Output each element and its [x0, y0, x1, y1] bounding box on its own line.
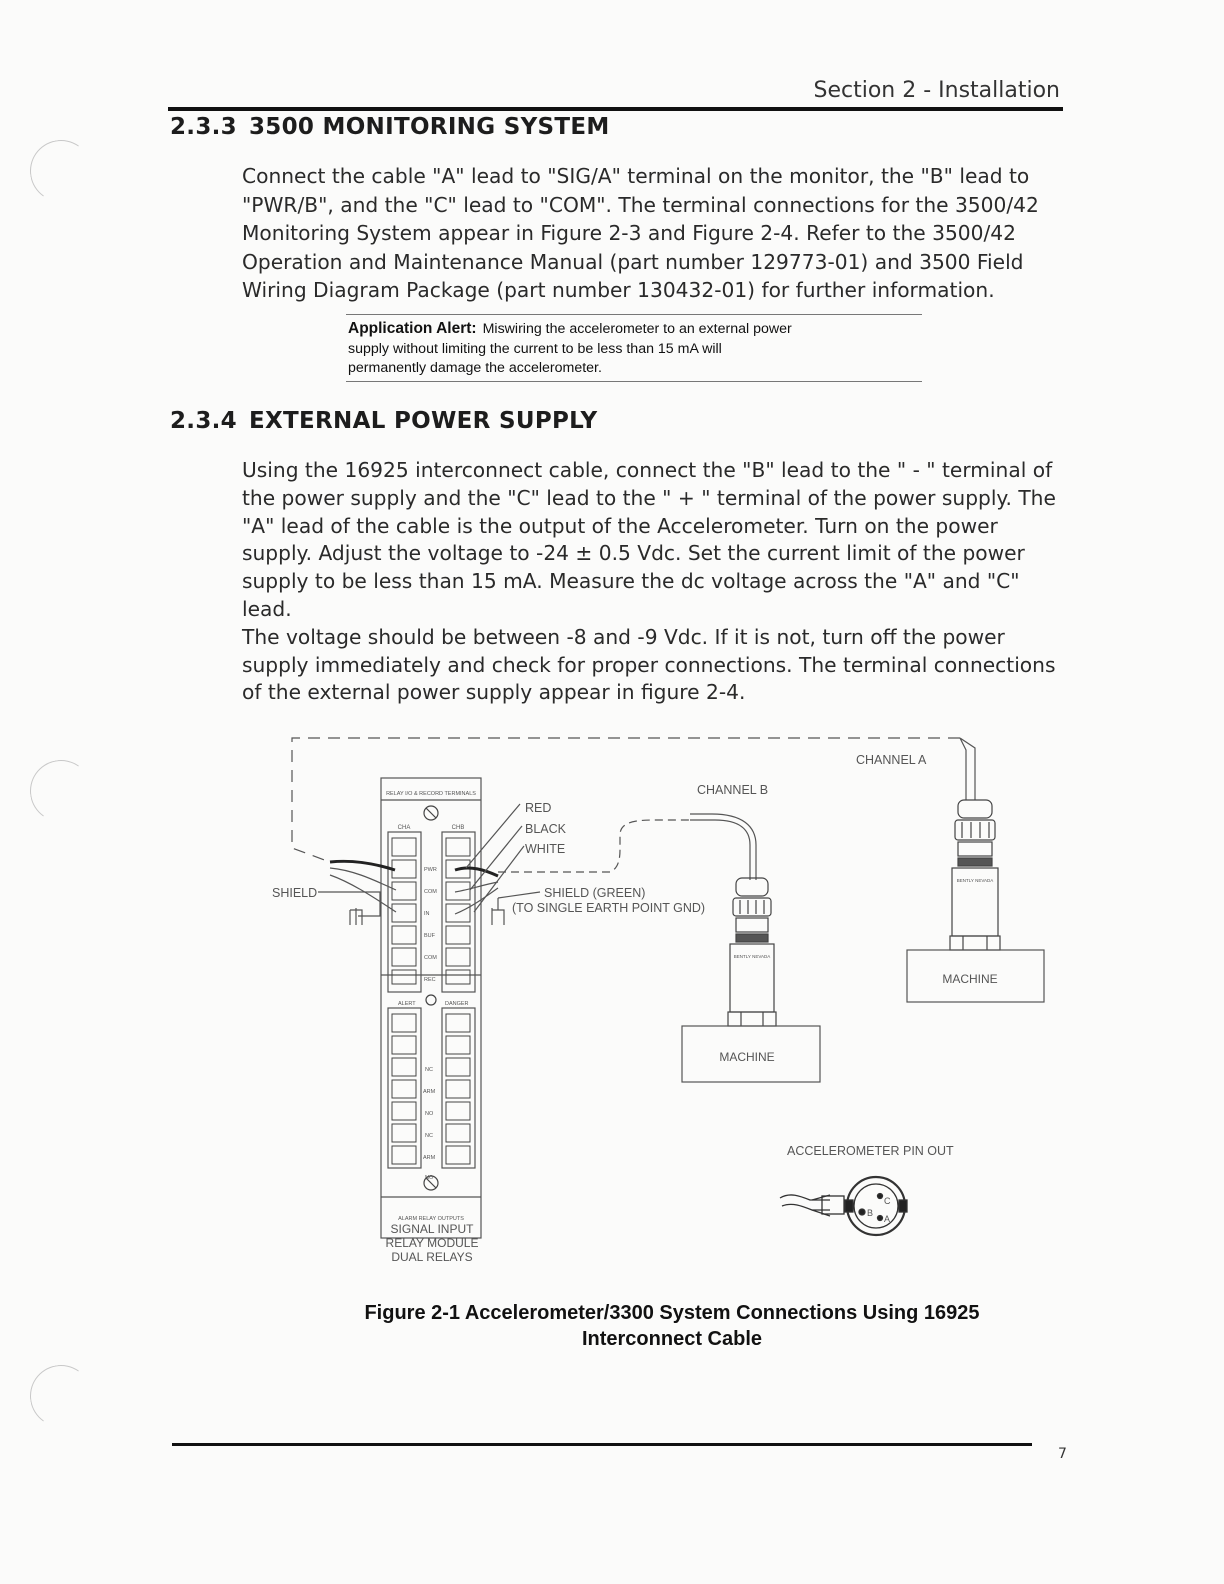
paragraph-line: Operation and Maintenance Manual (part number 129773-01) and 3500 Field	[242, 249, 1024, 274]
alert-column-label: ALERT	[398, 1001, 416, 1007]
screw-icon	[426, 995, 436, 1005]
alert-text: supply without limiting the current to be less than 15 mA will	[348, 340, 722, 357]
caption-line: Interconnect Cable	[581, 1328, 763, 1350]
module-bottom-label: ALARM RELAY OUTPUTS	[398, 1216, 464, 1222]
white-wire-label: WHITE	[525, 842, 566, 856]
machine-b-label: MACHINE	[719, 1050, 775, 1064]
module-top-label: RELAY I/O & RECORD TERMINALS	[386, 791, 476, 797]
alert-text: permanently damage the accelerometer.	[348, 360, 602, 377]
relay-terminal-label: NO	[425, 1175, 434, 1181]
pinout-connector-icon	[780, 1177, 907, 1235]
module-caption-line: RELAY MODULE	[385, 1236, 479, 1250]
paragraph-line: supply. Adjust the voltage to -24 ± 0.5 Vdc. Set the current limit of the power	[242, 541, 1025, 566]
relay-terminal-label: ARM	[423, 1155, 436, 1161]
pin-b-label: B	[867, 1208, 874, 1218]
shield-green-label: SHIELD (GREEN)	[544, 886, 646, 900]
cha-label: CHA	[397, 825, 411, 831]
heading-2-3-3	[170, 114, 610, 140]
binder-hole-top	[25, 135, 97, 207]
module-caption-line: DUAL RELAYS	[391, 1250, 473, 1264]
cable-wire-right	[455, 868, 498, 876]
alert-label: Application Alert:	[348, 320, 477, 337]
figure-caption	[0, 1300, 1224, 1352]
red-wire-label: RED	[525, 801, 552, 815]
chb-label: CHB	[451, 825, 465, 831]
caption-line: Figure 2-1 Accelerometer/3300 System Connections Using 16925	[364, 1302, 980, 1324]
sensor-brand-label: BENTLY NEVADA	[733, 954, 771, 959]
pinout-title: ACCELEROMETER PIN OUT	[787, 1144, 954, 1158]
paragraph-line: The voltage should be between -8 and -9 Vdc. If it is not, turn off the power	[242, 624, 1005, 649]
terminal-label: COM	[424, 955, 437, 961]
cable-wire-left	[330, 861, 395, 870]
black-wire-label: BLACK	[525, 822, 566, 836]
binder-hole-bottom	[25, 1360, 97, 1432]
heading-2-3-4	[170, 408, 597, 434]
paragraph-line: Using the 16925 interconnect cable, connect the "B" lead to the " - " terminal of	[242, 458, 1053, 482]
channel-a-label: CHANNEL A	[856, 753, 927, 767]
paragraph-2-3-4	[242, 457, 1062, 707]
application-alert	[346, 314, 922, 382]
shield-left-label: SHIELD	[272, 886, 318, 900]
pin-a-label: A	[884, 1214, 891, 1224]
page-number: 7	[1058, 1446, 1067, 1462]
sensor-brand-label: BENTLY NEVADA	[956, 878, 994, 883]
terminal-label: COM	[424, 889, 437, 895]
terminal-label: BUF	[424, 933, 435, 939]
wiring-diagram	[0, 720, 1224, 1280]
relay-terminal-column-alert	[392, 1014, 416, 1164]
terminal-label: IN	[424, 911, 430, 917]
paragraph-line: of the external power supply appear in figure 2-4.	[242, 680, 746, 705]
paragraph-line: Monitoring System appear in Figure 2-3 and Figure 2-4. Refer to the 3500/42	[242, 221, 1016, 246]
relay-terminal-column-danger	[446, 1014, 470, 1164]
relay-terminal-label: NC	[425, 1067, 433, 1073]
terminal-column-chb	[446, 838, 470, 984]
relay-terminal-label: ARM	[423, 1089, 436, 1095]
channel-b-label: CHANNEL B	[697, 783, 769, 797]
accelerometer-channel-a	[950, 800, 1000, 950]
heading-number: 2.3.4	[170, 408, 237, 434]
paragraph-line: the power supply and the "C" lead to the " + " terminal of the power supply. The	[242, 485, 1056, 510]
paragraph-line: supply immediately and check for proper connections. The terminal connections	[242, 652, 1056, 677]
accelerometer-channel-b	[728, 878, 776, 1026]
module-caption-line: SIGNAL INPUT	[390, 1222, 474, 1236]
heading-title: 3500 MONITORING SYSTEM	[249, 114, 610, 140]
footer-rule	[172, 1443, 1032, 1446]
paragraph-line: Wiring Diagram Package (part number 130432-01) for further information.	[242, 278, 995, 303]
terminal-column-cha	[392, 838, 416, 984]
terminal-label: REC	[424, 977, 436, 983]
paragraph-line: "PWR/B", and the "C" lead to "COM". The terminal connections for the 3500/42	[242, 192, 1039, 217]
relay-terminal-label: NC	[425, 1133, 433, 1139]
paragraph-line: supply to be less than 15 mA. Measure the dc voltage across the "A" and "C" lead.	[242, 569, 1020, 621]
section-header: Section 2 - Installation	[813, 78, 1060, 103]
paragraph-line: "A" lead of the cable is the output of the Accelerometer. Turn on the power	[242, 513, 998, 538]
heading-title: EXTERNAL POWER SUPPLY	[249, 408, 598, 434]
channel-a-cable-end	[960, 738, 975, 800]
pin-c-label: C	[884, 1196, 891, 1206]
relay-terminal-label: NO	[425, 1111, 434, 1117]
machine-a-label: MACHINE	[942, 972, 998, 986]
alert-text: Miswiring the accelerometer to an external power	[482, 321, 792, 337]
heading-number: 2.3.3	[170, 114, 237, 140]
earth-point-label: (TO SINGLE EARTH POINT GND)	[512, 901, 706, 915]
paragraph-line: Connect the cable "A" lead to "SIG/A" terminal on the monitor, the "B" lead to	[242, 164, 1030, 188]
header-rule	[168, 107, 1063, 111]
danger-column-label: DANGER	[445, 1001, 469, 1007]
paragraph-2-3-3	[242, 162, 1062, 305]
terminal-label: PWR	[424, 867, 437, 873]
